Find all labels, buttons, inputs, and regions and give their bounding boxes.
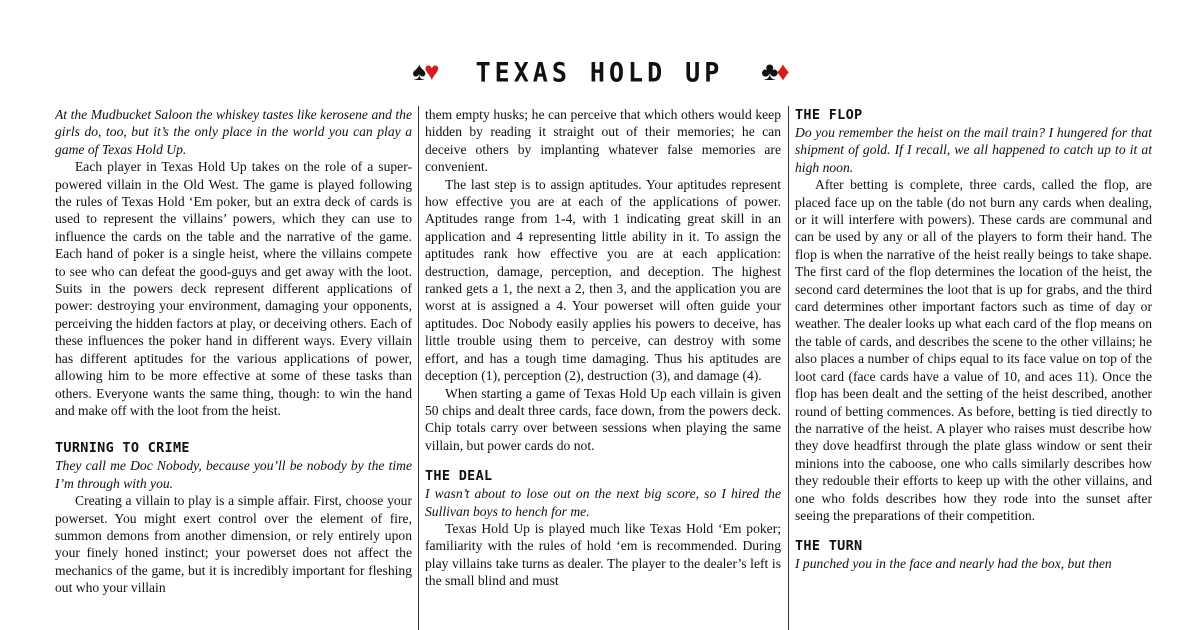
section-heading-the-flop: THE FLOP [795, 107, 863, 123]
section-heading-the-deal: THE DEAL [425, 468, 493, 485]
turning-to-crime-paragraph: Creating a villain to play is a simple affair. First, choose your powerset. You might exert control over the element of fire, summon demons from another dimension, or rely entirely upon your finely honed instinct; your powerset does not affect the mechanics of the game, but it is incredibly important for fleshing out who your villain [55, 493, 412, 596]
suits-right [761, 59, 787, 85]
column-2 [425, 106, 781, 630]
diamond-icon: ♦ [776, 57, 788, 86]
the-deal-paragraph: Texas Hold Up is played much like Texas Hold ‘Em poker; familiarity with the rules of hold ‘em is recommended. During play villains take turns as dealer. The player to the dealer’s left is the small blind and must [425, 520, 781, 589]
page-title: TEXAS HOLD UP [475, 56, 724, 88]
the-flop-flavor-text: Do you remember the heist on the mail train? I hungered for that shipment of gold. If I recall, we all happened to catch up to it at high noon. [795, 125, 1152, 175]
club-icon: ♣ [761, 57, 777, 86]
aptitudes-paragraph: The last step is to assign aptitudes. Your aptitudes represent how effective you are at each of the applications of power. Aptitudes range from 1-4, with 1 indicating great skill in an application and 4 representing little ability in it. To assign the aptitudes rank how effective you are at each application: destruction, damage, perception, and deception. The highest ranked gets a 1, the next a 2, then 3, and the application you are worst at is assigned a 4. Your powerset will often guide your aptitudes. Doc Nobody easily applies his powers to deceive, has little trouble using them to perceive, can destroy with some effort, and has a tough time damaging. Thus his aptitudes are deception (1), perception (2), destruction (3), and damage (4). [425, 176, 781, 384]
column-divider-2 [788, 106, 789, 630]
the-flop-paragraph: After betting is complete, three cards, called the flop, are placed face up on the table (do not burn any cards when dealing, or it will interfere with powers). These cards are communal and can be used by any or all of the players to form their hand. The flop is when the narrative of the heist really beings to take shape. The first card of the flop determines the location of the heist, the second card determines the loot that is up for grabs, and the third card determines other important factors such as time of day or weather. The dealer looks up what each card of the flop means on the table of cards, and describes the scene to the other villains; he also places a number of chips equal to its face value on top of the loot card (face cards have a value of 10, and aces 11). Once the flop has been dealt and the setting of the heist described, another round of betting commences. As before, betting is tied directly to the narrative of the heist. A player who raises must describe how they dove headfirst through the plate glass window or sent their minions into the caboose, one who calls similarly describes how they redouble their efforts to keep up with the other villains, and one who folds describes how they rode into the sunset after seeing the preparations of their competition. [795, 177, 1152, 523]
turning-to-crime-flavor-text: They call me Doc Nobody, because you’ll be nobody by the time I’m through with you. [55, 458, 412, 491]
column-divider-1 [418, 106, 419, 630]
section-heading-the-turn: THE TURN [795, 538, 863, 555]
the-deal-flavor-text: I wasn’t about to lose out on the next big score, so I hired the Sullivan boys to hench for me. [425, 486, 781, 519]
suits-left [412, 59, 437, 85]
the-turn-flavor-text: I punched you in the face and nearly had the box, but then [795, 556, 1112, 572]
chips-paragraph: When starting a game of Texas Hold Up each villain is given 50 chips and dealt three cards, face down, from the powers deck. Chip totals carry over between sessions when playing the same villain, but power cards do not. [425, 385, 781, 453]
section-heading-turning-to-crime: TURNING TO CRIME [55, 440, 190, 457]
title-bar [0, 52, 1200, 92]
continued-paragraph: them empty husks; he can perceive that which others would keep hidden by reading it straight out of their memories; he can deceive others by implanting whatever false memories are convenient. [425, 107, 781, 175]
intro-paragraph: Each player in Texas Hold Up takes on the role of a super-powered villain in the Old West. The game is played following the rules of Texas Hold ‘Em poker, but an extra deck of cards is used to represent the villains’ powers, which they can use to influence the cards on the table and the narrative of the game. Each hand of poker is a single heist, where the villains compete to see who can defeat the good-guys and get away with the loot. Suits in the powers deck represent different applications of power: destroying your environment, damaging your opponents, perceiving the hidden factors at play, or deceiving others. Each of these influences the poker hand in different ways. Every villain has different aptitudes for the various applications of power, allowing him to be more effective at some of these tasks than others. Everyone wants the same thing, though: to win the hand and make off with the loot from the heist. [55, 159, 412, 418]
column-1 [55, 106, 412, 630]
intro-flavor-text: At the Mudbucket Saloon the whiskey tastes like kerosene and the girls do, too, but it’s the only place in the world you can play a game of Texas Hold Up. [55, 107, 412, 157]
spade-icon: ♠ [412, 57, 425, 86]
column-3 [795, 106, 1152, 630]
heart-icon: ♥ [424, 57, 438, 86]
